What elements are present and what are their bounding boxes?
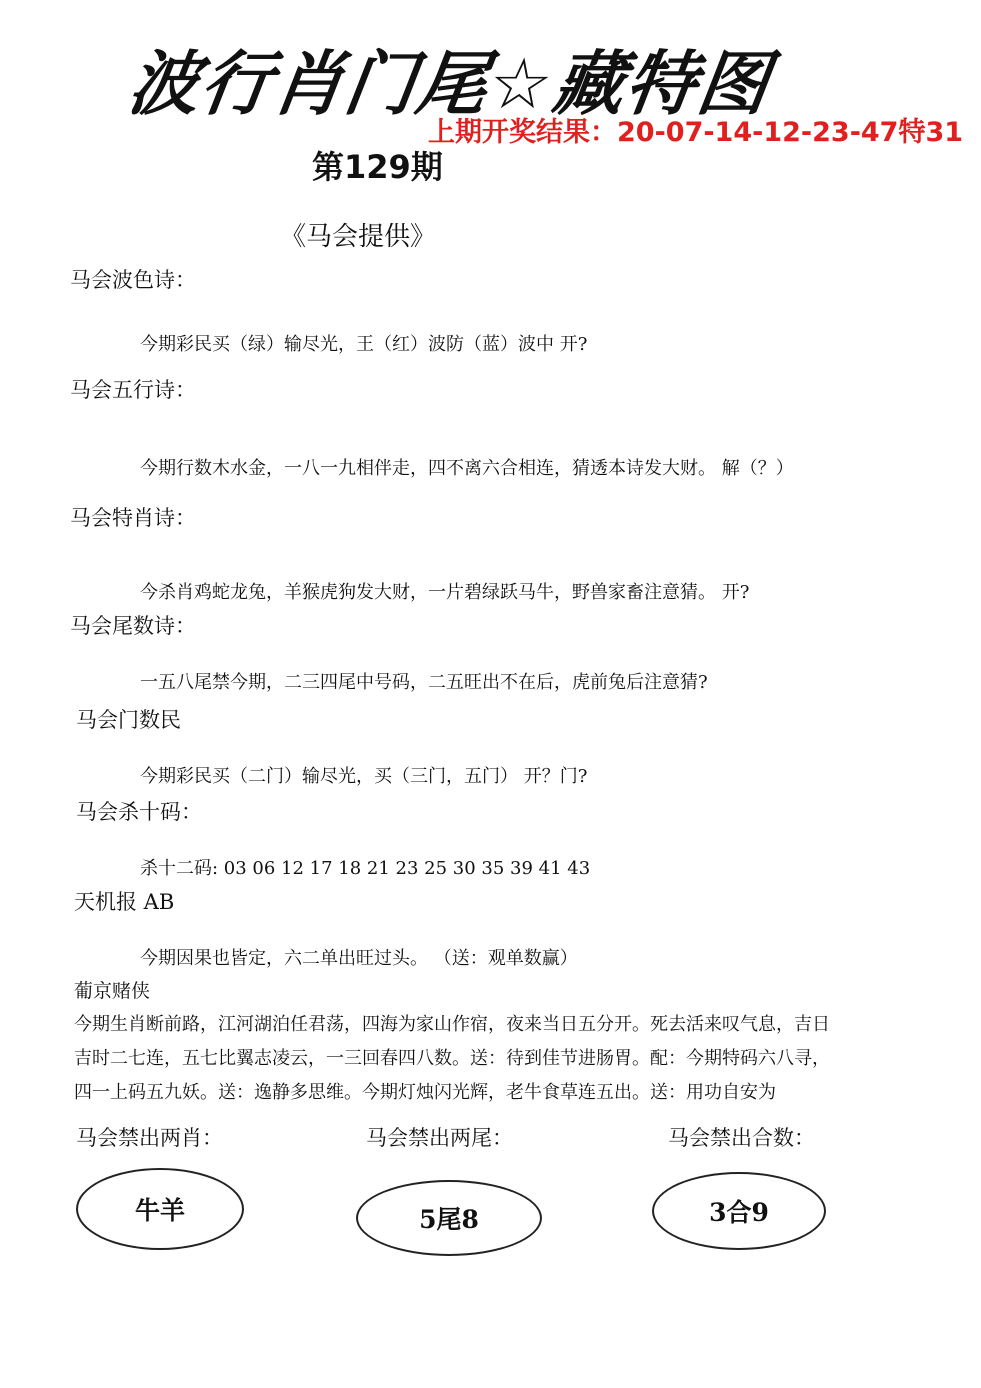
forbidden-zodiac-label: 马会禁出两肖： <box>76 1126 223 1150</box>
last-result: 上期开奖结果：20-07-14-12-23-47特31 <box>428 117 964 148</box>
section-text-tianji: 今期因果也皆定，六二单出旺过头。 （送：观单数赢） <box>140 948 578 969</box>
forbidden-sum-ellipse <box>652 1172 826 1250</box>
page-title: 波行肖门尾☆藏特图 <box>123 43 776 125</box>
paragraph-heading: 葡京赌侠 <box>74 980 151 1002</box>
section-heading-door-number: 马会门数民 <box>76 708 181 732</box>
paragraph-body <box>74 1008 924 1110</box>
section-heading-tianji: 天机报 AB <box>74 890 175 914</box>
paragraph-line: 今期生肖断前路，江河湖泊任君荡，四海为家山作宿，夜来当日五分开。死去活来叹气息，吉日 <box>74 1014 830 1035</box>
forbidden-sum-value: 3合9 <box>709 1198 769 1227</box>
section-text-door-number: 今期彩民买（二门）输尽光，买（三门，五门） 开？门? <box>140 766 588 787</box>
section-text-special-zodiac: 今杀肖鸡蛇龙兔，羊猴虎狗发大财，一片碧绿跃马牛，野兽家畜注意猜。 开? <box>140 582 750 603</box>
forbidden-tail-label: 马会禁出两尾： <box>366 1126 513 1150</box>
section-text-wave-color: 今期彩民买（绿）输尽光，王（红）波防（蓝）波中 开? <box>140 334 588 355</box>
forbidden-zodiac-ellipse <box>76 1168 244 1250</box>
paragraph-line: 吉时二七连，五七比翼志凌云，一三回春四八数。送：待到佳节进肠胃。配：今期特码六八寻， <box>74 1048 830 1069</box>
forbidden-zodiac-value: 牛羊 <box>134 1196 185 1225</box>
section-heading-five-elements: 马会五行诗： <box>70 378 196 402</box>
section-heading-tail-number: 马会尾数诗： <box>70 614 196 638</box>
section-heading-wave-color: 马会波色诗： <box>70 268 196 292</box>
forbidden-tail-value: 5尾8 <box>419 1205 479 1234</box>
issue-number: 第129期 <box>312 148 443 186</box>
paragraph-line: 四一上码五九妖。送：逸静多思维。今期灯烛闪光辉，老牛食草连五出。送：用功自安为 <box>74 1082 776 1103</box>
provider-label: 《马会提供》 <box>280 222 437 252</box>
section-text-five-elements: 今期行数木水金，一八一九相伴走，四不离六合相连，猜透本诗发大财。 解（？） <box>140 458 794 479</box>
section-heading-kill-numbers: 马会杀十码： <box>76 800 202 824</box>
section-heading-special-zodiac: 马会特肖诗： <box>70 506 196 530</box>
forbidden-tail-ellipse <box>356 1180 542 1256</box>
section-text-kill-numbers: 杀十二码: 03 06 12 17 18 21 23 25 30 35 39 41 43 <box>140 858 591 879</box>
section-text-tail-number: 一五八尾禁今期，二三四尾中号码，二五旺出不在后，虎前兔后注意猜? <box>140 672 708 693</box>
forbidden-sum-label: 马会禁出合数： <box>668 1126 815 1150</box>
